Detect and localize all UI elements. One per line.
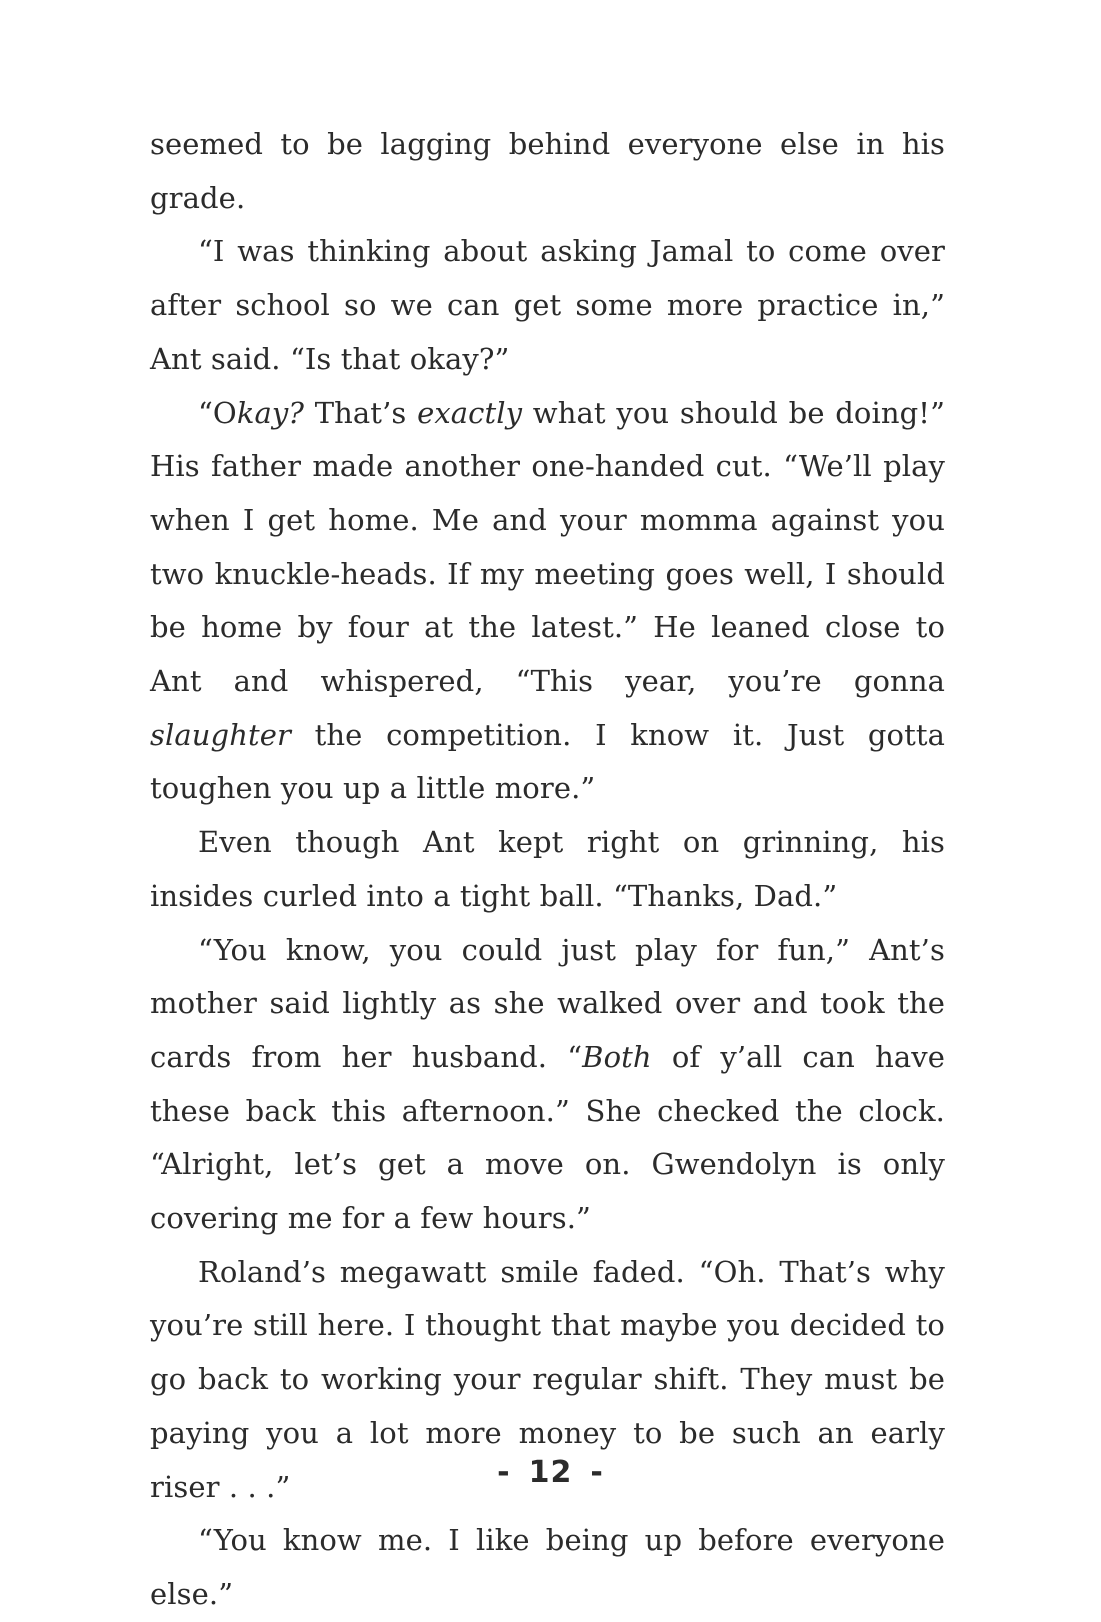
text-run: “You know me. I like being up before everyone else.” [150, 1523, 945, 1611]
text-run: Roland’s megawatt smile faded. “Oh. That’s why you’re still here. I thought that maybe you decided to go back to working your regular shift. They must be paying you a lot more money to be such an early riser . . .” [150, 1254, 945, 1504]
body-text [150, 118, 945, 1622]
paragraph-7 [150, 1514, 945, 1621]
text-run: of y’all can have these back this afternoon.” She checked the clock. “Alright, let’s get a move on. Gwendolyn is only covering me for a few hours.” [150, 1039, 945, 1236]
paragraph-3 [150, 387, 945, 817]
italic-run: Both [582, 1039, 652, 1074]
italic-run: slaughter [150, 717, 291, 752]
italic-run: kay? [236, 395, 305, 430]
text-run: “O [198, 395, 237, 430]
folio-dash-right: - [590, 1455, 604, 1490]
paragraph-1 [150, 118, 945, 225]
text-run: the competition. I know it. Just gotta toughen you up a little more.” [150, 717, 945, 806]
text-run: what you should be doing!” His father made another one-handed cut. “We’ll play when I get home. Me and your momma against you two knuckle-heads. If my meeting goes well, I should be home by four at the latest.” He leaned close to Ant and whispered, “This year, you’re gonna [150, 395, 945, 699]
text-run: “I was thinking about asking Jamal to come over after school so we can get some more practice in,” Ant said. “Is that okay?” [150, 234, 945, 376]
page-number-footer [0, 1455, 1101, 1490]
text-run: seemed to be lagging behind everyone else in his grade. [150, 127, 945, 215]
italic-run: exactly [417, 395, 523, 430]
paragraph-2 [150, 225, 945, 386]
page-number: 12 [528, 1455, 573, 1490]
folio-dash-left: - [497, 1455, 511, 1490]
text-run: “You know, you could just play for fun,” Ant’s mother said lightly as she walked over and took the cards from her husband. “ [150, 932, 945, 1074]
text-run: Even though Ant kept right on grinning, his insides curled into a tight ball. “Thanks, Dad.” [150, 825, 945, 913]
text-run: That’s [304, 395, 418, 430]
paragraph-4 [150, 816, 945, 923]
paragraph-5 [150, 924, 945, 1246]
